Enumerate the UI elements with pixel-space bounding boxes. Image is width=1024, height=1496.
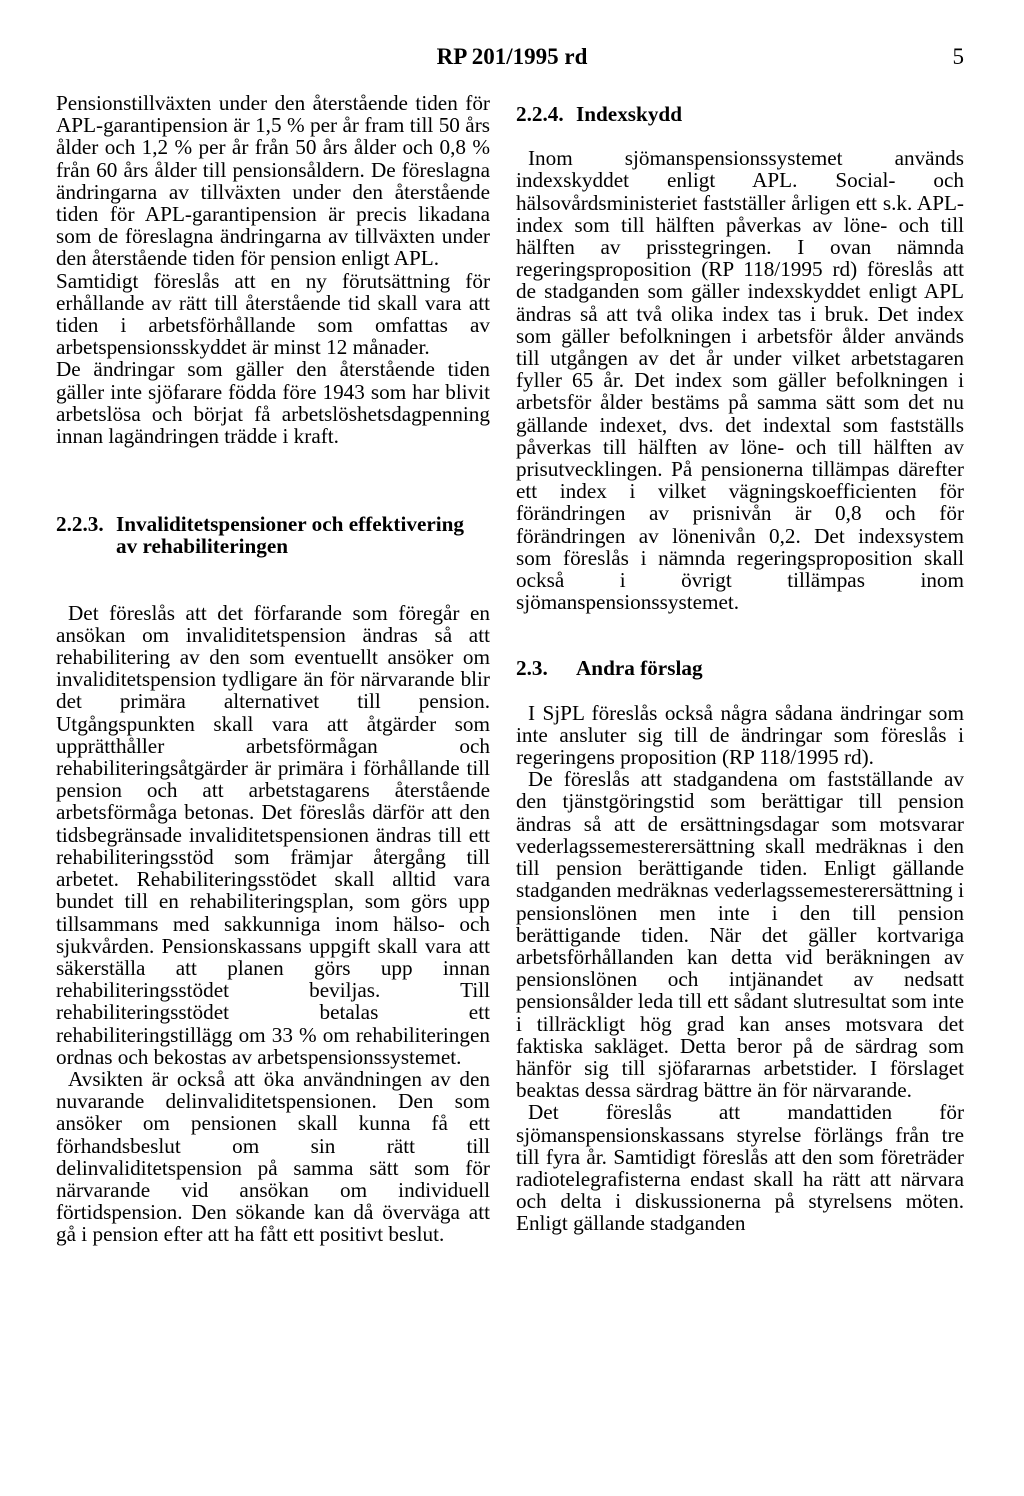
section-number: 2.2.4. — [516, 102, 564, 126]
paragraph: I SjPL föreslås också några sådana ändringar som inte ansluter sig till de ändringar som föreslås i regeringens proposition (RP 118/1995 rd). — [516, 700, 964, 770]
paragraph: Avsikten är också att öka användningen av den nuvarande delinvaliditetspensionen. Den som ansöker om pensionen skall kunna få ett förhandsbeslut om sin rätt till delinvaliditetspension på samma sätt som för närvarande vid ansökan om individuell förtidspension. Den sökande kan då överväga att gå i pension efter att ha fått ett positivt beslut. — [56, 1066, 490, 1247]
section-heading-2-2-4 — [516, 103, 964, 125]
paragraph: De ändringar som gäller den återstående tiden gäller inte sjöfarare födda före 1943 som har blivit arbetslösa och börjat få arbetslöshetsdagpenning innan lagändringen trädde i kraft. — [56, 357, 490, 449]
paragraph: De föreslås att stadgandena om fastställande av den tjänstgöringstid som berättigar till pension ändras så att de ersättningsdagar som motsvarar vederlagssemesterersättning skall medräknas i den till pension berättigande tiden. Enligt gällande stadganden medräknas vederlagssemesterersättning i pensionslönen men inte i den till pension berättigande tiden. När det gäller kortvariga arbetsförhållanden kan detta vid beräkningen av pensionslönen och intjänandet av nedsatt pensionsålder leda till ett sådant slutresultat som inte i tillräckligt hög grad kan anses motsvara det faktiska sakläget. Detta beror på de särdrag som hänför sig till sjöfararnas arbetstider. I förslaget beaktas dessa särdrag bättre än för närvarande. — [516, 767, 964, 1103]
section-title: Andra förslag — [576, 656, 703, 681]
section-title: Invaliditetspensioner och effektivering av rehabiliteringen — [116, 512, 465, 559]
right-column — [516, 92, 964, 1235]
page-number: 5 — [952, 44, 964, 69]
section-title: Indexskydd — [576, 102, 682, 126]
paragraph: Det föreslås att mandattiden för sjömanspensionskassans styrelse förlängs från tre till fyra år. Samtidigt föreslås att den som företräder radiotelegrafisterna endast skall ha rätt att närvara och delta i diskussionerna på styrelsens möten. Enligt gällande stadganden — [516, 1100, 964, 1236]
page-header — [0, 44, 1024, 80]
paragraph: Inom sjömanspensionssystemet används indexskyddet enligt APL. Social- och hälsovårdsministeriet fastställer årligen ett s.k. APL-index som till hälften påverkas av löne- och till hälften av prisstegringen. I ovan nämnda regeringsproposition (RP 118/1995 rd) föreslås att de stadganden som gäller indexskyddet enligt APL ändras så att två olika index tas i bruk. Det index som gäller befolkningen i arbetsför ålder används till utgången av det år under vilket arbetstagaren fyller 65 år. Det index som gäller befolkningen i arbetsför ålder bestäms på samma sätt som det nu gällande indexet, dvs. det indextal som fastställs påverkas till hälften av löne- och till hälften av prisutvecklingen. På pensionerna tillämpas därefter ett index i vilket vägningskoefficienten för förändringen av prisnivån är 0,8 och för förändringen av lönenivån 0,2. Det indexsystem som föreslås i nämnda regeringsproposition skall också i övrigt tillämpas inom sjömanspensionssystemet. — [516, 146, 964, 615]
section-heading-2-3 — [516, 657, 964, 679]
paragraph: Samtidigt föreslås att en ny förutsättning för erhållande av rätt till återstående tid skall vara att tiden i arbetsförhållande som omfattas av arbetspensionsskyddet är minst 12 månader. — [56, 268, 490, 360]
left-column — [56, 92, 490, 1246]
paragraph: Det föreslås att det förfarande som föregår en ansökan om invaliditetspension ändras så att rehabilitering av den som eventuellt ansöker om invaliditetspension tydligare än för närvarande blir det primära alternativet till pension. Utgångspunkten skall vara att åtgärder som upprätthåller arbetsförmågan och rehabiliteringsåtgärder är primära i förhållande till pension och att arbetstagarens återstående arbetsförmåga betonas. Det föreslås därför att den tidsbegränsade invaliditetspensionen ändras till ett rehabiliteringsstöd som främjar återgång till arbetet. Rehabiliteringsstödet skall alltid vara bundet till en rehabiliteringsplan, som görs upp tillsammans med sakkunniga inom hälso- och sjukvården. Pensionskassans uppgift skall vara att säkerställa att planen görs upp innan rehabiliteringsstödet beviljas. Till rehabiliteringsstödet betalas ett rehabiliteringstillägg om 33 % om rehabiliteringen ordnas och bekostas av arbetspensionssystemet. — [56, 600, 490, 1069]
paragraph: Pensionstillväxten under den återstående tiden för APL-garantipension är 1,5 % per år fram till 50 års ålder och 1,2 % per år från 50 års ålder och 0,8 % från 60 års ålder till pensionsåldern. De föreslagna ändringarna av tillväxten under den återstående tiden för APL-garantipension är precis likadana som de föreslagna ändringarna av tillväxten under den återstående tiden för pension enligt APL. — [56, 91, 490, 271]
section-number: 2.2.3. — [56, 512, 104, 537]
document-reference: RP 201/1995 rd — [436, 44, 588, 69]
section-heading-2-2-3 — [56, 513, 490, 557]
section-number: 2.3. — [516, 656, 548, 681]
